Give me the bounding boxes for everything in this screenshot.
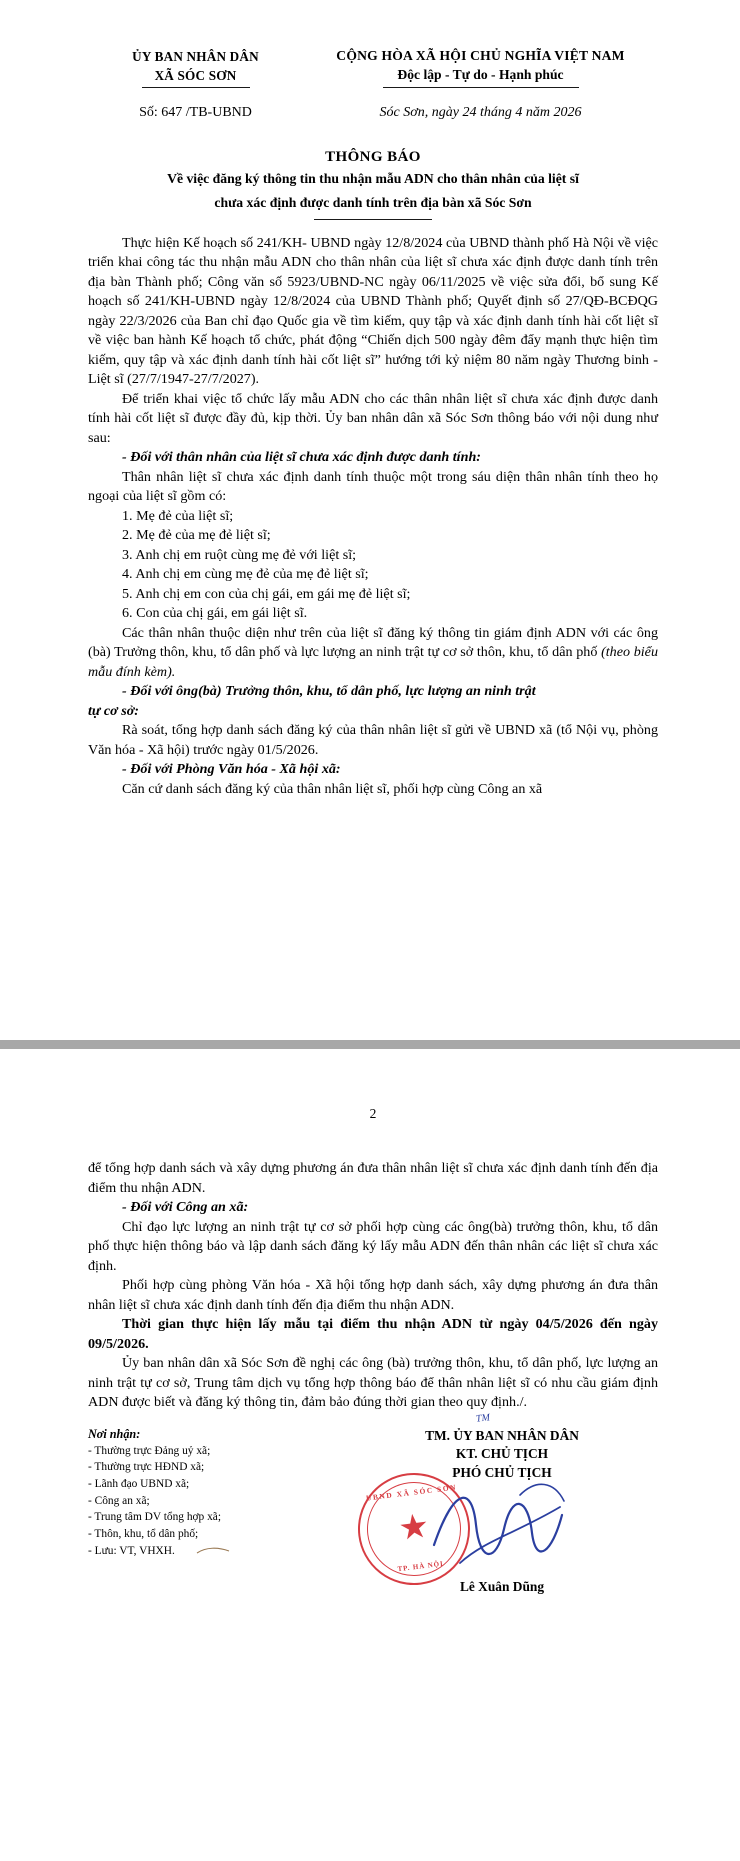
page-separator <box>0 1040 740 1049</box>
signature-authority-line: TM. ỦY BAN NHÂN DÂN <box>425 1427 579 1443</box>
paragraph-culture-office-duty: Căn cứ danh sách đăng ký của thân nhân liệt sĩ, phối hợp cùng Công an xã <box>122 781 543 797</box>
section-heading-police: - Đối với Công an xã: <box>122 1199 249 1216</box>
recipient-item: - Công an xã; <box>88 1494 150 1507</box>
list-item: 1. Mẹ đẻ của liệt sĩ; <box>122 507 234 524</box>
document-title-block <box>88 149 658 219</box>
document-body-page-1 <box>88 234 658 800</box>
doc-number-date-row <box>88 105 658 121</box>
org-underline <box>142 87 250 88</box>
registration-text: Các thân nhân thuộc diện như trên của liệt sĩ đăng ký thông tin giám định ADN với các ông (bà) Trưởng thôn, khu, tổ dân phố và lực lượng an ninh trật tự cơ sở thôn, khu, tổ dân phố <box>88 624 658 661</box>
paragraph-collection-schedule: Thời gian thực hiện lấy mẫu tại điểm thu nhận ADN từ ngày 04/5/2026 đến ngày 09/5/2026. <box>88 1316 658 1352</box>
place-and-date: Sóc Sơn, ngày 24 tháng 4 năm 2026 <box>379 105 582 121</box>
section-heading-village-heads: - Đối với ông(bà) Trưởng thôn, khu, tổ dân phố, lực lượng an ninh trật <box>122 683 536 700</box>
document-page-2 <box>0 1049 740 1861</box>
paragraph-culture-office-duty-cont: để tổng hợp danh sách và xây dựng phương án đưa thân nhân liệt sĩ chưa xác định danh tính đến địa điểm thu nhận ADN. <box>88 1160 658 1196</box>
subtitle-line-1: Về việc đăng ký thông tin thu nhận mẫu ADN cho thân nhân của liệt sĩ <box>167 171 579 187</box>
recipients-block <box>88 1427 346 1595</box>
attachment-note: (theo biểu mẫu đính kèm). <box>88 644 658 680</box>
official-seal-icon <box>352 1466 477 1591</box>
recipient-item: - Thường trực Đảng uỷ xã; <box>88 1444 211 1457</box>
list-item: 2. Mẹ đẻ của mẹ đẻ liệt sĩ; <box>122 527 271 544</box>
document-number: Số: 647 /TB-UBND <box>139 105 252 121</box>
recipient-item: - Thường trực HĐND xã; <box>88 1461 205 1474</box>
paragraph-closing-request: Ủy ban nhân dân xã Sóc Sơn đề nghị các ông (bà) trưởng thôn, khu, tổ dân phố, lực lượng an ninh trật tự cơ sở, Trung tâm dịch vụ tổng hợp thông báo để thân nhân liệt sĩ có nhu cầu giám định ADN được biết và đăng ký thông tin, đảm bảo đúng thời gian theo quy định./. <box>88 1355 658 1411</box>
document-footer <box>88 1412 658 1595</box>
national-motto: Độc lập - Tự do - Hạnh phúc <box>397 67 564 83</box>
document-body-page-2 <box>88 1159 658 1595</box>
paragraph-purpose: Để triển khai việc tổ chức lấy mẫu ADN cho các thân nhân liệt sĩ chưa xác định được danh tính hài cốt liệt sĩ được đầy đủ, kịp thời. Ủy ban nhân dân xã Sóc Sơn thông báo với nội dung như sau: <box>88 390 658 446</box>
star-icon: ★ <box>396 1507 432 1548</box>
national-heading <box>303 46 658 88</box>
document-header <box>88 46 658 88</box>
section-heading-village-heads-cont: tự cơ sở: <box>88 702 139 719</box>
section-heading-culture-office: - Đối với Phòng Văn hóa - Xã hội xã: <box>122 761 341 778</box>
paragraph-registration-instructions <box>88 624 658 683</box>
seal-bottom-text: TP. HÀ NỘI <box>397 1559 445 1573</box>
paragraph-village-heads-duty: Rà soát, tổng hợp danh sách đăng ký của thân nhân liệt sĩ gửi về UBND xã (tổ Nội vụ, phòng Văn hóa - Xã hội) trước ngày 01/5/2026. <box>88 722 658 758</box>
list-item: 6. Con của chị gái, em gái liệt sĩ. <box>122 605 308 622</box>
list-item: 3. Anh chị em ruột cùng mẹ đẻ với liệt sĩ; <box>122 546 357 563</box>
org-line-2: XÃ SÓC SƠN <box>154 67 237 83</box>
org-line-1: ỦY BAN NHÂN DÂN <box>132 49 259 64</box>
subtitle-line-2: chưa xác định được danh tính trên địa bàn xã Sóc Sơn <box>214 195 532 211</box>
section-heading-relatives: - Đối với thân nhân của liệt sĩ chưa xác định được danh tính: <box>122 449 481 466</box>
title-underline <box>314 219 432 220</box>
paragraph-police-coordination: Phối hợp cùng phòng Văn hóa - Xã hội tổng hợp danh sách, xây dựng phương án đưa thân nhân liệt sĩ chưa xác định danh tính đến địa điểm thu nhận ADN. <box>88 1277 658 1313</box>
signer-name: Lê Xuân Dũng <box>459 1579 545 1594</box>
motto-underline <box>383 87 579 88</box>
page-title: THÔNG BÁO <box>325 149 421 166</box>
paragraph-police-duty: Chỉ đạo lực lượng an ninh trật tự cơ sở phối hợp cùng các ông(bà) trưởng thôn, khu, tổ dân phố thực hiện thông báo và lập danh sách đăng ký lấy mẫu ADN đến thân nhân các liệt sĩ chưa xác định. <box>88 1218 658 1274</box>
seal-top-text: UBND XÃ SÓC SƠN <box>365 1482 458 1503</box>
handwritten-initial: TM <box>475 1412 491 1425</box>
recipients-title: Nơi nhận: <box>88 1426 141 1441</box>
signature-role-line: KT. CHỦ TỊCH <box>455 1446 549 1462</box>
recipient-item: - Lưu: VT, VHXH. <box>88 1544 175 1557</box>
paragraph-relative-categories-intro: Thân nhân liệt sĩ chưa xác định danh tính thuộc một trong sáu diện thân nhân tính theo họ ngoại của liệt sĩ gồm có: <box>88 468 658 505</box>
signature-position-line: PHÓ CHỦ TỊCH <box>452 1465 552 1481</box>
list-item: 4. Anh chị em cùng mẹ đẻ của mẹ đẻ liệt sĩ; <box>122 566 369 583</box>
list-item: 5. Anh chị em con của chị gái, em gái mẹ đẻ liệt sĩ; <box>122 585 411 602</box>
recipient-item: - Trung tâm DV tổng hợp xã; <box>88 1511 222 1524</box>
issuing-organization <box>88 46 303 88</box>
recipient-item: - Lãnh đạo UBND xã; <box>88 1477 190 1490</box>
page-number: 2 <box>369 1106 377 1121</box>
recipient-item: - Thôn, khu, tổ dân phố; <box>88 1527 199 1540</box>
national-title: CỘNG HÒA XÃ HỘI CHỦ NGHĨA VIỆT NAM <box>336 48 625 63</box>
paragraph-legal-basis: Thực hiện Kế hoạch số 241/KH- UBND ngày 12/8/2024 của UBND thành phố Hà Nội về việc triển khai công tác thu nhận mẫu ADN cho thân nhân của liệt sĩ chưa xác định được danh tính trên địa bàn Thành phố; Công văn số 5923/UBND-NC ngày 06/11/2025 về việc sửa đổi, bổ sung Kế hoạch số 241/KH-UBND ngày 12/8/2024 của UBND Thành phố; Quyết định số 27/QĐ-BCĐQG ngày 22/3/2026 của Ban chỉ đạo Quốc gia về tìm kiếm, quy tập và xác định danh tính hài cốt liệt sĩ về việc ban hành Kế hoạch tổ chức, phát động “Chiến dịch 500 ngày đêm đẩy mạnh thực hiện tìm kiếm, quy tập và xác định danh tính hài cốt liệt sĩ” hướng tới kỷ niệm 80 năm ngày Thương binh - Liệt sĩ (27/7/1947-27/7/2027). <box>88 234 658 388</box>
signature-block <box>346 1412 658 1595</box>
